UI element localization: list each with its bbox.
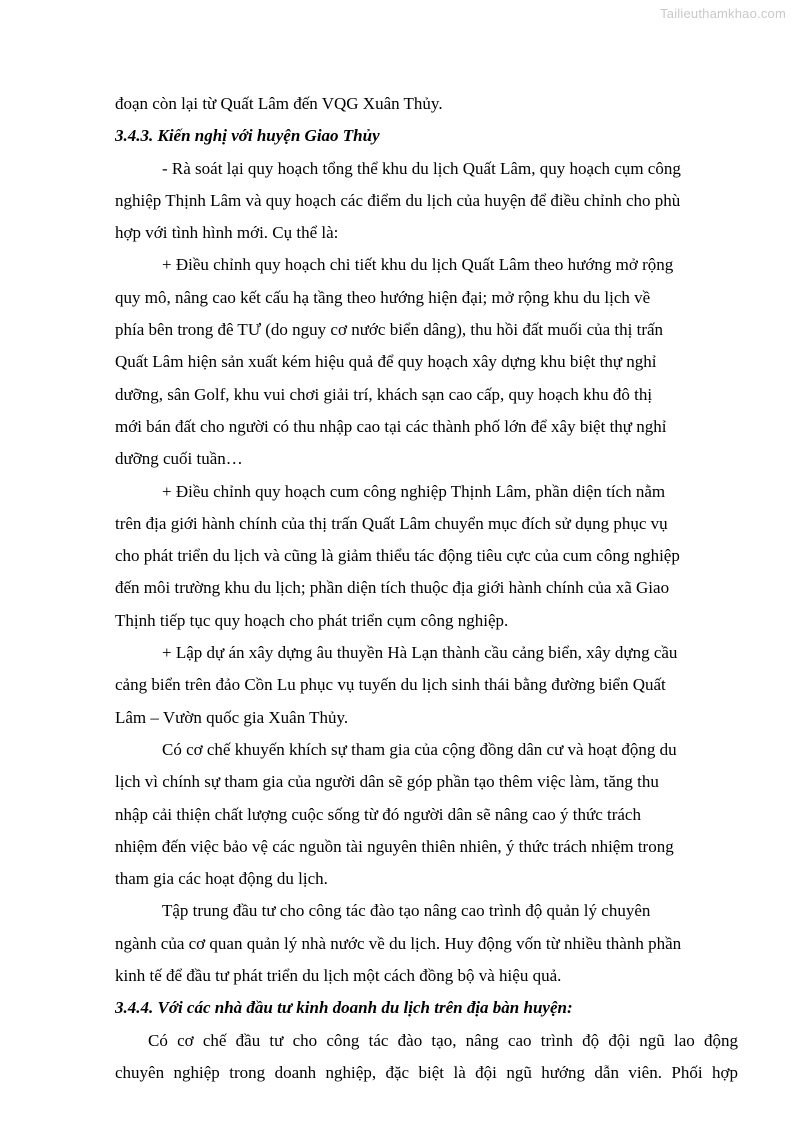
- paragraph-line: Thịnh tiếp tục quy hoạch cho phát triển cụm công nghiệp.: [115, 610, 509, 630]
- paragraph-line: lịch vì chính sự tham gia của người dân sẽ góp phần tạo thêm việc làm, tăng thu: [115, 772, 659, 792]
- paragraph-line: ngành của cơ quan quản lý nhà nước về du lịch. Huy động vốn từ nhiều thành phần: [115, 933, 682, 953]
- paragraph-line: tham gia các hoạt động du lịch.: [115, 869, 328, 889]
- paragraph-line: cho phát triển du lịch và cũng là giảm thiểu tác động tiêu cực của cum công nghiệp: [115, 546, 680, 566]
- paragraph-line: Lâm – Vườn quốc gia Xuân Thủy.: [115, 707, 349, 727]
- paragraph-line: trên địa giới hành chính của thị trấn Quất Lâm chuyển mục đích sử dụng phục vụ: [115, 513, 668, 533]
- paragraph-line: nghiệp Thịnh Lâm và quy hoạch các điểm du lịch của huyện để điều chỉnh cho phù: [115, 190, 681, 210]
- paragraph-line: Tập trung đầu tư cho công tác đào tạo nâng cao trình độ quản lý chuyên: [162, 901, 651, 921]
- paragraph-line: đoạn còn lại từ Quất Lâm đến VQG Xuân Thủy.: [115, 94, 443, 113]
- paragraph-line: chuyên nghiệp trong doanh nghiệp, đặc biệt là đội ngũ hướng dẫn viên. Phối hợp: [115, 1062, 738, 1082]
- paragraph-line: mới bán đất cho người có thu nhập cao tại các thành phố lớn để xây biệt thự nghỉ: [115, 416, 667, 436]
- section-heading-3-4-3: 3.4.3. Kiến nghị với huyện Giao Thủy: [115, 126, 380, 146]
- paragraph-line: đến môi trường khu du lịch; phần diện tích thuộc địa giới hành chính của xã Giao: [115, 578, 670, 598]
- paragraph-line: nhập cải thiện chất lượng cuộc sống từ đó người dân sẽ nâng cao ý thức trách: [115, 804, 641, 824]
- watermark: Tailieuthamkhao.com: [660, 6, 786, 21]
- paragraph-line: Có cơ chế khuyến khích sự tham gia của cộng đồng dân cư và hoạt động du: [162, 739, 677, 759]
- section-heading-3-4-4: 3.4.4. Với các nhà đầu tư kinh doanh du lịch trên địa bàn huyện:: [115, 998, 573, 1018]
- paragraph-line: + Điều chỉnh quy hoạch chi tiết khu du lịch Quất Lâm theo hướng mở rộng: [162, 255, 674, 275]
- document-page: [115, 88, 738, 1089]
- paragraph-line: dưỡng, sân Golf, khu vui chơi giải trí, khách sạn cao cấp, quy hoạch khu đô thị: [115, 384, 653, 404]
- paragraph-line: dưỡng cuối tuần…: [115, 449, 243, 469]
- paragraph-line: phía bên trong đê TƯ (do nguy cơ nước biển dâng), thu hồi đất muối của thị trấn: [115, 320, 664, 340]
- paragraph-line: hợp với tình hình mới. Cụ thể là:: [115, 223, 339, 243]
- paragraph-line: quy mô, nâng cao kết cấu hạ tầng theo hướng hiện đại; mở rộng khu du lịch về: [115, 287, 651, 307]
- paragraph-line: kinh tế để đầu tư phát triển du lịch một cách đồng bộ và hiệu quả.: [115, 966, 562, 986]
- paragraph-line: Quất Lâm hiện sản xuất kém hiệu quả để quy hoạch xây dựng khu biệt thự nghỉ: [115, 352, 657, 372]
- paragraph-line: cảng biển trên đảo Cồn Lu phục vụ tuyến du lịch sinh thái bằng đường biển Quất: [115, 675, 666, 695]
- paragraph-line: - Rà soát lại quy hoạch tổng thể khu du lịch Quất Lâm, quy hoạch cụm công: [162, 158, 681, 178]
- paragraph-line: + Lập dự án xây dựng âu thuyền Hà Lạn thành cầu cảng biển, xây dựng cầu: [162, 643, 678, 663]
- paragraph-line: + Điều chỉnh quy hoạch cum công nghiệp Thịnh Lâm, phần diện tích nằm: [162, 481, 666, 501]
- paragraph-line: nhiệm đến việc bảo vệ các nguồn tài nguyên thiên nhiên, ý thức trách nhiệm trong: [115, 836, 674, 856]
- paragraph-line: Có cơ chế đầu tư cho công tác đào tạo, nâng cao trình độ đội ngũ lao động: [148, 1030, 738, 1050]
